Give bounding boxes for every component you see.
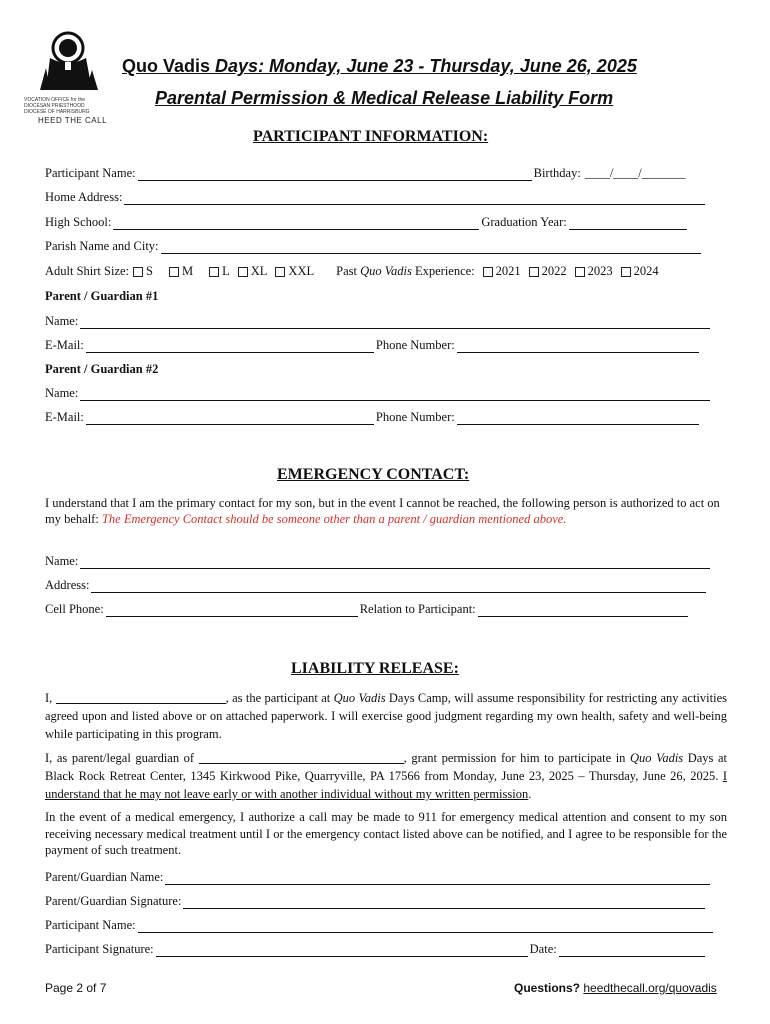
birthday-label: Birthday: — [533, 166, 581, 180]
guardian1-contact-row — [45, 338, 701, 353]
participant-name-field[interactable] — [138, 168, 532, 181]
shirt-option-l[interactable]: L — [207, 264, 230, 279]
emergency-address-row — [45, 578, 708, 593]
emergency-intro — [45, 495, 727, 527]
footer-questions — [514, 981, 717, 995]
guardian2-heading: Parent / Guardian #2 — [45, 362, 159, 376]
checkbox-icon — [209, 267, 219, 277]
participant-signature-label: Participant Signature: — [45, 942, 154, 956]
guardian1-email-label: E-Mail: — [45, 338, 84, 352]
home-address-row — [45, 190, 707, 205]
liability-paragraph-3: In the event of a medical emergency, I authorize a call may be made to 911 for emergency medical attention and consent to my son receiving necessary medical treatment until I or the emergency contact listed above can be notified, and I agree to be responsible for the payment of such treatment. — [45, 810, 727, 857]
parish-row — [45, 239, 703, 254]
guardian1-phone-field[interactable] — [457, 340, 699, 353]
logo-line1: VOCATION OFFICE for the — [24, 97, 86, 103]
emergency-relation-label: Relation to Participant: — [359, 602, 476, 616]
shirt-option-m[interactable]: M — [167, 264, 193, 279]
shirt-option-xl[interactable]: XL — [236, 264, 268, 279]
shirt-option-xxl[interactable]: XXL — [273, 264, 314, 279]
guardian1-name-row — [45, 314, 712, 329]
guardian2-name-row — [45, 386, 712, 401]
quovadis-link[interactable]: heedthecall.org/quovadis — [583, 981, 717, 995]
title-dates: Days: Monday, June 23 - Thursday, June 26, 2025 — [210, 56, 637, 76]
guardian2-email-label: E-Mail: — [45, 410, 84, 424]
guardian2-phone-label: Phone Number: — [375, 410, 455, 424]
guardian1-name-field[interactable] — [80, 316, 710, 329]
emergency-intro-text: I understand that I am the primary contact for my son, but in the event I cannot be reached, the following person is authorized to act on my behalf: — [45, 496, 720, 526]
pg-signature-label: Parent/Guardian Signature: — [45, 894, 182, 908]
checkbox-icon — [238, 267, 248, 277]
pg-name-label: Parent/Guardian Name: — [45, 870, 164, 884]
guardian1-email-field[interactable] — [86, 340, 374, 353]
past-year-2023[interactable]: 2023 — [573, 264, 613, 279]
emergency-name-row — [45, 554, 712, 569]
son-name-field[interactable] — [199, 751, 404, 764]
home-address-field[interactable] — [124, 192, 705, 205]
parish-label: Parish Name and City: — [45, 239, 159, 253]
pg-signature-row — [45, 894, 707, 909]
emergency-relation-field[interactable] — [478, 604, 688, 617]
checkbox-icon — [133, 267, 143, 277]
high-school-field[interactable] — [113, 217, 479, 230]
priest-silhouette-icon — [20, 28, 112, 92]
emergency-cell-label: Cell Phone: — [45, 602, 104, 616]
permission-statement: I understand that he may not leave early or with another individual without my written permission — [45, 769, 727, 801]
checkbox-icon — [575, 267, 585, 277]
guardian2-contact-row — [45, 410, 701, 425]
past-year-2021[interactable]: 2021 — [481, 264, 521, 279]
page-title — [122, 56, 637, 77]
shirt-experience-row — [45, 264, 659, 279]
pg-name-row — [45, 870, 712, 885]
questions-label: Questions? — [514, 981, 581, 995]
emergency-address-label: Address: — [45, 578, 90, 592]
date-field[interactable] — [559, 944, 705, 957]
pg-name-field[interactable] — [165, 872, 710, 885]
emergency-heading: EMERGENCY CONTACT: — [277, 466, 470, 483]
guardian2-phone-field[interactable] — [457, 412, 699, 425]
emergency-name-label: Name: — [45, 554, 79, 568]
guardian1-name-label: Name: — [45, 314, 79, 328]
guardian2-name-field[interactable] — [80, 388, 710, 401]
liability-paragraph-1: I, , as the participant at Quo Vadis Days Camp, will assume responsibility for restricting any activities agreed upon and listed above or on attached paperwork. I will exercise good judgment regarding my own health, safety and well-being while participating in this program. — [45, 691, 727, 741]
emergency-cell-row — [45, 602, 690, 617]
page-number: Page 2 of 7 — [45, 981, 107, 995]
birthday-field[interactable]: ____/____/_______ — [584, 166, 686, 180]
liability-heading: LIABILITY RELEASE: — [291, 660, 459, 677]
participant-name2-label: Participant Name: — [45, 918, 136, 932]
past-year-2024[interactable]: 2024 — [619, 264, 659, 279]
logo-brand: HEED THE CALL — [38, 116, 108, 125]
logo-line2: DIOCESAN PRIESTHOOD — [24, 103, 85, 109]
shirt-option-s[interactable]: S — [131, 264, 153, 279]
logo-line3: DIOCESE OF HARRISBURG — [24, 109, 90, 115]
graduation-year-field[interactable] — [569, 217, 687, 230]
emergency-name-field[interactable] — [80, 556, 710, 569]
pg-signature-field[interactable] — [183, 896, 705, 909]
participant-name-row — [45, 166, 715, 181]
checkbox-icon — [621, 267, 631, 277]
checkbox-icon — [529, 267, 539, 277]
shirt-size-label: Adult Shirt Size: — [45, 264, 130, 278]
guardian2-name-label: Name: — [45, 386, 79, 400]
home-address-label: Home Address: — [45, 190, 123, 204]
liability-paragraph-2: I, as parent/legal guardian of , grant permission for him to participate in Quo Vadis Days at Black Rock Retreat Center, 1345 Kirkwood Pike, Quarryville, PA 17566 from Monday, June 23, 2025 – Thursday, June 26, 2025. I understand that he may not leave early or with another individual without my written permission. — [45, 751, 727, 801]
graduation-year-label: Graduation Year: — [481, 215, 567, 229]
checkbox-icon — [275, 267, 285, 277]
guardian1-heading: Parent / Guardian #1 — [45, 289, 159, 303]
high-school-row — [45, 215, 689, 230]
checkbox-icon — [169, 267, 179, 277]
past-year-2022[interactable]: 2022 — [527, 264, 567, 279]
emergency-cell-field[interactable] — [106, 604, 358, 617]
date-label: Date: — [529, 942, 557, 956]
parish-field[interactable] — [161, 241, 701, 254]
participant-heading: PARTICIPANT INFORMATION: — [253, 128, 489, 145]
guardian1-phone-label: Phone Number: — [375, 338, 455, 352]
participant-name2-row — [45, 918, 715, 933]
guardian2-email-field[interactable] — [86, 412, 374, 425]
emergency-note: The Emergency Contact should be someone other than a parent / guardian mentioned above. — [101, 512, 567, 526]
participant-initial-field[interactable] — [56, 691, 226, 704]
diocese-logo — [20, 28, 112, 125]
participant-signature-field[interactable] — [156, 944, 528, 957]
participant-name-label: Participant Name: — [45, 166, 136, 180]
title-quo-vadis: Quo Vadis — [122, 56, 211, 76]
high-school-label: High School: — [45, 215, 112, 229]
past-experience-label: Past Quo Vadis Experience: — [336, 264, 475, 278]
emergency-address-field[interactable] — [91, 580, 706, 593]
checkbox-icon — [483, 267, 493, 277]
participant-signature-row — [45, 942, 707, 957]
page-subtitle: Parental Permission & Medical Release Liability Form — [155, 88, 614, 108]
participant-name2-field[interactable] — [138, 920, 713, 933]
